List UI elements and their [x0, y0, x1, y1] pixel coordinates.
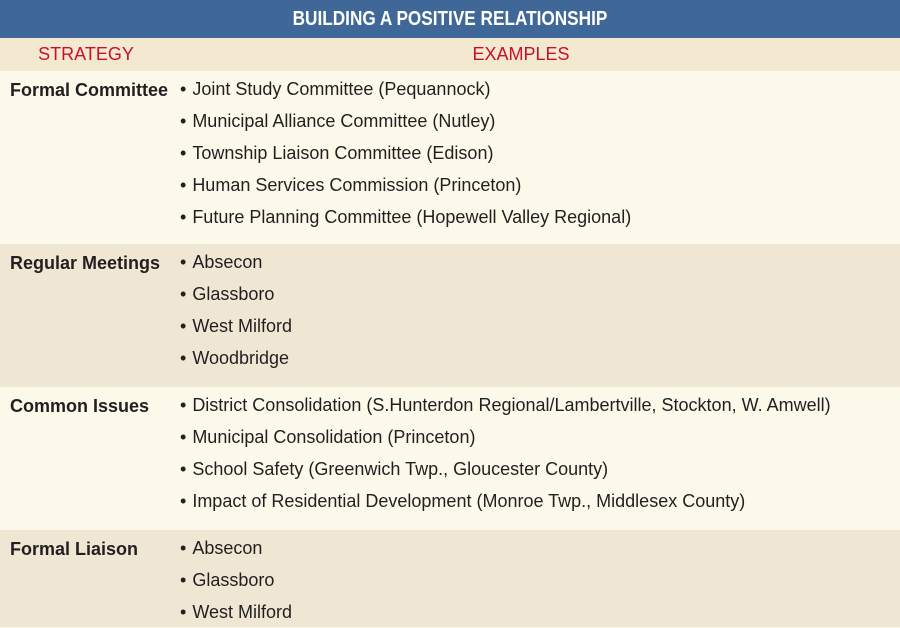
bullet-icon: • — [180, 79, 187, 99]
list-item — [180, 485, 900, 517]
list-item — [180, 201, 900, 233]
list-item — [180, 105, 900, 137]
example-text: Municipal Alliance Committee (Nutley) — [192, 111, 496, 131]
list-item — [180, 278, 900, 310]
section-formal-committee — [0, 71, 900, 244]
list-item — [180, 596, 900, 628]
bullet-icon: • — [180, 570, 187, 590]
section-formal-liaison — [0, 530, 900, 627]
bullet-icon: • — [180, 252, 187, 272]
list-item — [180, 453, 900, 485]
title-banner — [0, 0, 900, 38]
section-common-issues — [0, 387, 900, 530]
example-text: Municipal Consolidation (Princeton) — [192, 427, 476, 447]
example-text: West Milford — [192, 602, 292, 622]
list-item — [180, 137, 900, 169]
example-text: West Milford — [192, 316, 292, 336]
list-item — [180, 342, 900, 374]
bullet-icon: • — [180, 459, 187, 479]
list-item — [180, 389, 900, 421]
example-text: Impact of Residential Development (Monroe Twp., Middlesex County) — [192, 491, 746, 511]
example-text: Human Services Commission (Princeton) — [192, 175, 522, 195]
strategy-label: Common Issues — [10, 396, 150, 416]
strategy-column-header: STRATEGY — [38, 44, 134, 64]
examples-column-header: EXAMPLES — [472, 44, 570, 64]
example-text: Joint Study Committee (Pequannock) — [192, 79, 491, 99]
column-header-row — [0, 38, 900, 71]
strategy-label: Formal Committee — [10, 80, 169, 100]
example-text: Township Liaison Committee (Edison) — [192, 143, 494, 163]
table-title: BUILDING A POSITIVE RELATIONSHIP — [292, 7, 608, 30]
examples-list — [180, 530, 900, 627]
list-item — [180, 421, 900, 453]
bullet-icon: • — [180, 491, 187, 511]
strategy-label: Formal Liaison — [10, 539, 139, 559]
bullet-icon: • — [180, 348, 187, 368]
example-text: District Consolidation (S.Hunterdon Regional/Lambertville, Stockton, W. Amwell) — [192, 395, 831, 415]
bullet-icon: • — [180, 111, 187, 131]
list-item — [180, 73, 900, 105]
examples-list — [180, 244, 900, 387]
bullet-icon: • — [180, 284, 187, 304]
example-text: Glassboro — [192, 570, 275, 590]
example-text: Absecon — [192, 252, 263, 272]
list-item — [180, 246, 900, 278]
example-text: Future Planning Committee (Hopewell Valley Regional) — [192, 207, 632, 227]
strategy-label: Regular Meetings — [10, 253, 161, 273]
bullet-icon: • — [180, 395, 187, 415]
example-text: Woodbridge — [192, 348, 290, 368]
bullet-icon: • — [180, 427, 187, 447]
list-item — [180, 169, 900, 201]
examples-list — [180, 387, 900, 530]
example-text: Glassboro — [192, 284, 275, 304]
bullet-icon: • — [180, 602, 187, 622]
bullet-icon: • — [180, 143, 187, 163]
bullet-icon: • — [180, 316, 187, 336]
section-regular-meetings — [0, 244, 900, 387]
list-item — [180, 310, 900, 342]
bullet-icon: • — [180, 207, 187, 227]
bullet-icon: • — [180, 538, 187, 558]
examples-list — [180, 71, 900, 244]
example-text: School Safety (Greenwich Twp., Gloucester County) — [192, 459, 609, 479]
bullet-icon: • — [180, 175, 187, 195]
list-item — [180, 532, 900, 564]
list-item — [180, 564, 900, 596]
example-text: Absecon — [192, 538, 263, 558]
